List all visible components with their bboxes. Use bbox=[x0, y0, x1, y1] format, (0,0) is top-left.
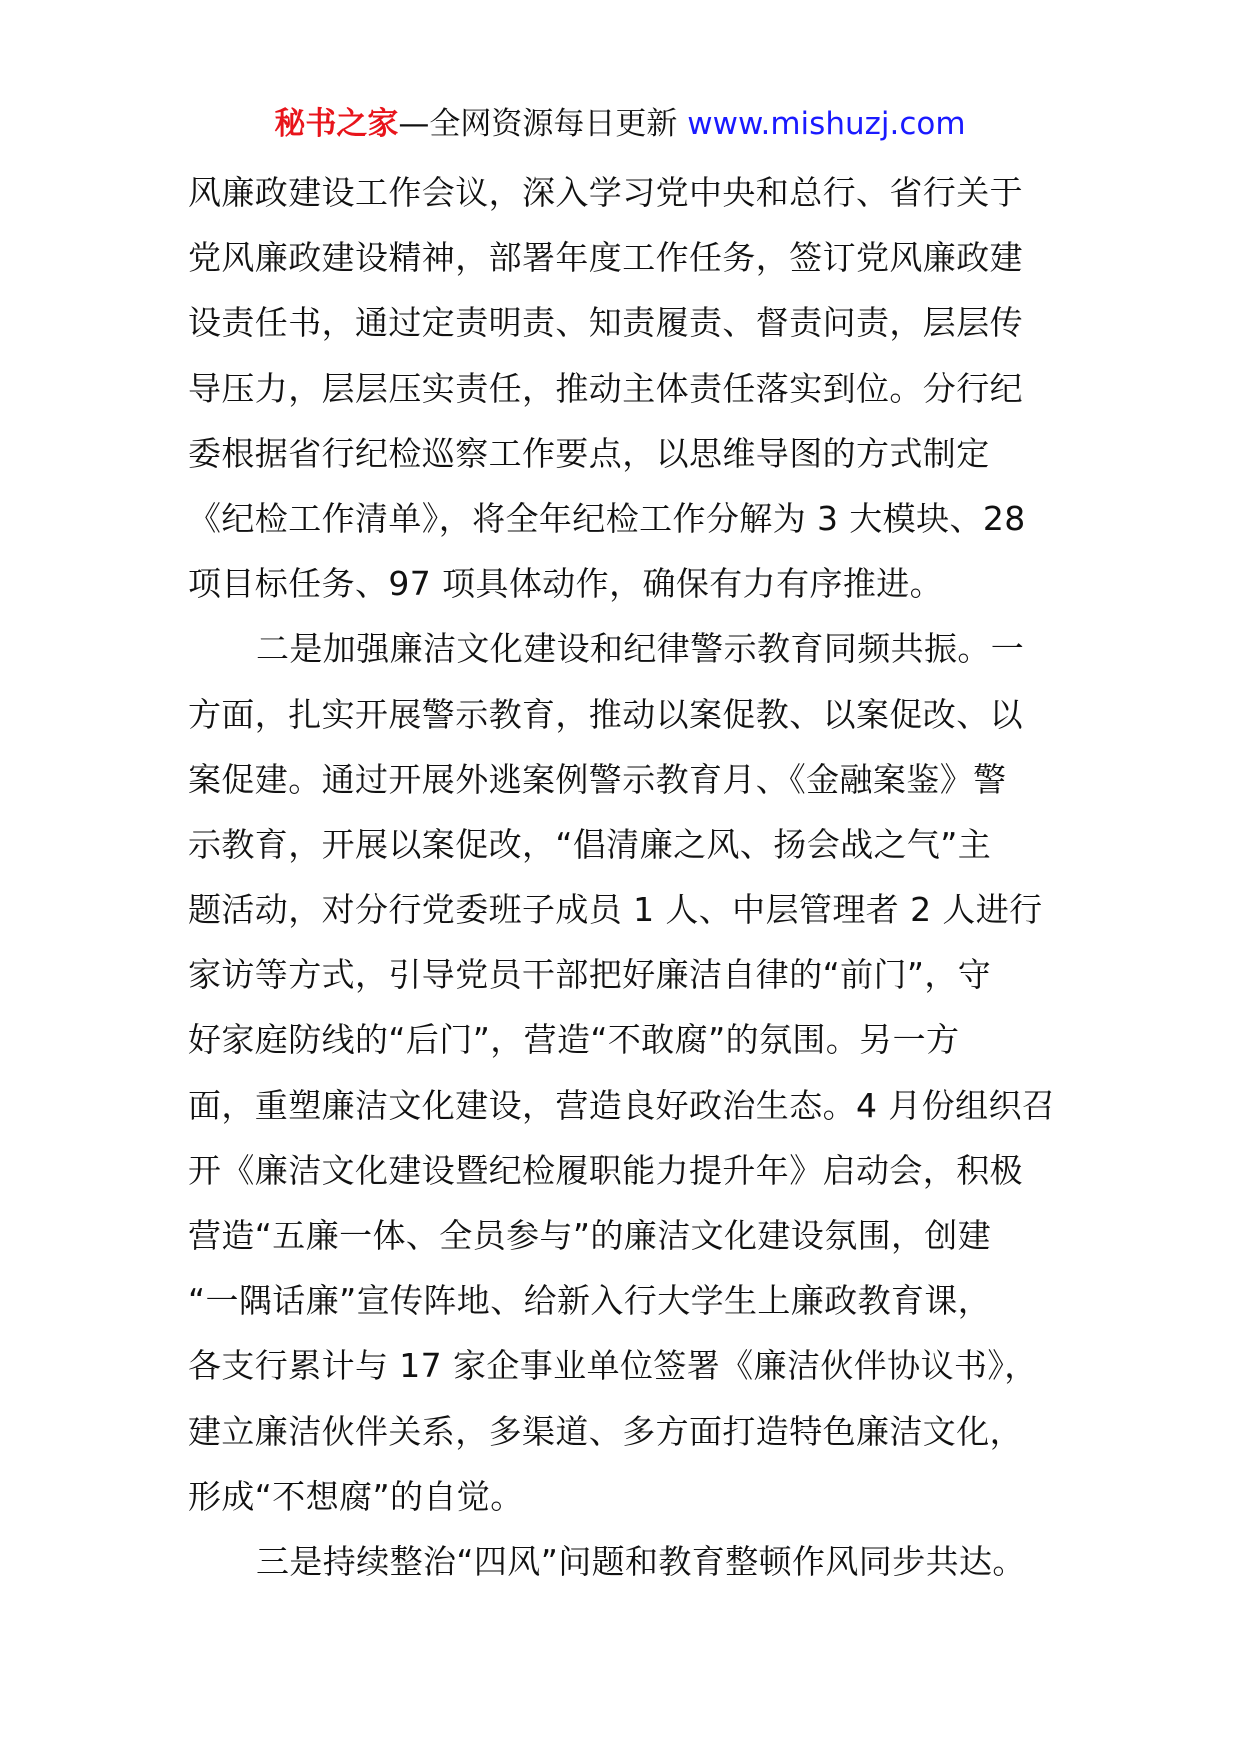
header-tagline: —全网资源每日更新 bbox=[398, 106, 688, 142]
text-line: 家访等方式，引导党员干部把好廉洁自律的“前门”，守 bbox=[188, 955, 992, 995]
text-line: 各支行累计与 17 家企事业单位签署《廉洁伙伴协议书》， bbox=[188, 1346, 1038, 1386]
text-line: 建立廉洁伙伴关系，多渠道、多方面打造特色廉洁文化， bbox=[188, 1411, 1023, 1451]
text-line: 风廉政建设工作会议，深入学习党中央和总行、省行关于 bbox=[188, 173, 1023, 212]
text-line: 案促建。通过开展外逃案例警示教育月、《金融案鉴》警 bbox=[188, 759, 1007, 799]
text-line: 项目标任务、97 项具体动作，确保有力有序推进。 bbox=[188, 564, 944, 604]
text-line: 导压力，层层压实责任，推动主体责任落实到位。分行纪 bbox=[188, 368, 1023, 408]
text-line: 面，重塑廉洁文化建设，营造良好政治生态。4 月份组织召 bbox=[188, 1085, 1056, 1125]
text-line: 三是持续整治“四风”问题和教育整顿作风同步共达。 bbox=[256, 1541, 1026, 1581]
text-line: 形成“不想腐”的自觉。 bbox=[188, 1476, 524, 1516]
text-line: 营造“五廉一体、全员参与”的廉洁文化建设氛围，创建 bbox=[188, 1216, 992, 1255]
header-url-link[interactable]: www.mishuzj.com bbox=[687, 106, 966, 142]
text-line: 开《廉洁文化建设暨纪检履职能力提升年》启动会，积极 bbox=[188, 1150, 1023, 1190]
text-line: 设责任书，通过定责明责、知责履责、督责问责，层层传 bbox=[188, 303, 1023, 343]
text-line: 题活动，对分行党委班子成员 1 人、中层管理者 2 人进行 bbox=[188, 890, 1043, 930]
text-line: 二是加强廉洁文化建设和纪律警示教育同频共振。一 bbox=[256, 629, 1025, 669]
text-line: 党风廉政建设精神，部署年度工作任务，签订党风廉政建 bbox=[188, 238, 1023, 278]
text-line: 《纪检工作清单》，将全年纪检工作分解为 3 大模块、28 bbox=[188, 498, 1026, 538]
text-line: 委根据省行纪检巡察工作要点，以思维导图的方式制定 bbox=[188, 433, 990, 473]
text-line: 方面，扎实开展警示教育，推动以案促教、以案促改、以 bbox=[188, 694, 1023, 734]
document-body bbox=[188, 160, 1088, 1594]
text-line: 示教育，开展以案促改，“倡清廉之风、扬会战之气”主 bbox=[188, 824, 992, 864]
text-line: 好家庭防线的“后门”，营造“不敢腐”的氛围。另一方 bbox=[188, 1020, 960, 1060]
header-brand: 秘书之家 bbox=[274, 106, 399, 142]
text-line: “一隅话廉”宣传阵地、给新入行大学生上廉政教育课， bbox=[188, 1281, 992, 1321]
page-header bbox=[0, 102, 1240, 146]
